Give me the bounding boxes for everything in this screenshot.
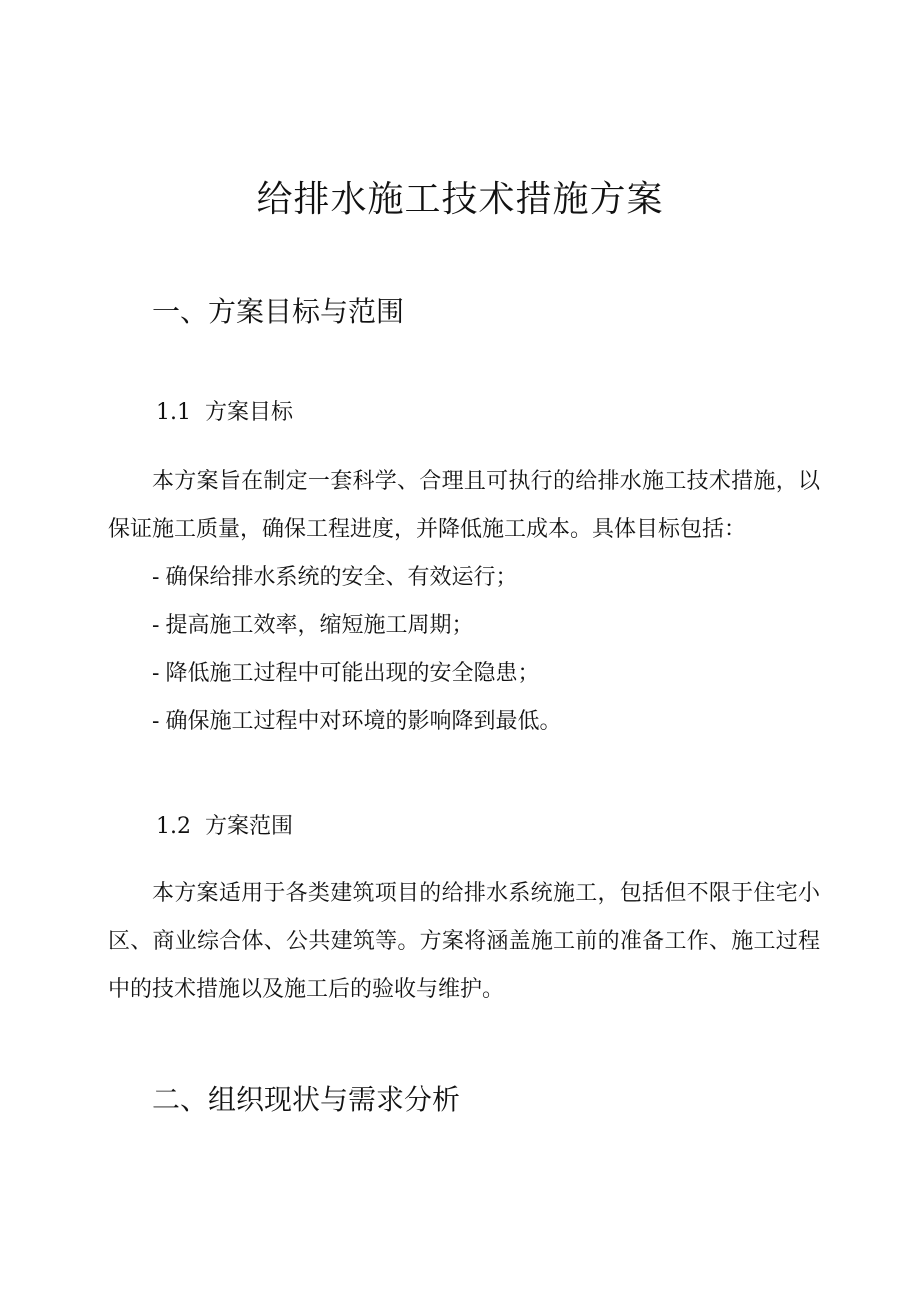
bullet-marker: - xyxy=(152,613,160,638)
paragraph-scope: 本方案适用于各类建筑项目的给排水系统施工，包括但不限于住宅小区、商业综合体、公共建筑等。方案将涵盖施工前的准备工作、施工过程中的技术措施以及施工后的验收与维护。 xyxy=(108,881,820,1002)
subsection-title: 方案范围 xyxy=(205,814,294,839)
list-item-text: 确保给排水系统的安全、有效运行； xyxy=(165,565,518,590)
subsection-title: 方案目标 xyxy=(205,400,294,425)
list-item-text: 降低施工过程中可能出现的安全隐患； xyxy=(165,661,540,686)
section-heading-2: 二、组织现状与需求分析 xyxy=(152,1083,461,1116)
bullet-marker: - xyxy=(152,709,160,734)
list-item xyxy=(152,658,539,690)
subsection-number: 1.1 xyxy=(156,400,191,425)
bullet-marker: - xyxy=(152,565,160,590)
bullet-marker: - xyxy=(152,661,160,686)
subsection-heading-1-2 xyxy=(156,811,293,843)
list-item xyxy=(152,610,473,642)
document-title: 给排水施工技术措施方案 xyxy=(256,179,664,220)
section-heading-1: 一、方案目标与范围 xyxy=(152,295,405,328)
subsection-number: 1.2 xyxy=(156,814,191,839)
list-item-text: 提高施工效率，缩短施工周期； xyxy=(165,613,474,638)
subsection-heading-1-1 xyxy=(156,397,293,429)
list-item-text: 确保施工过程中对环境的影响降到最低。 xyxy=(165,709,562,734)
list-item xyxy=(152,706,561,738)
paragraph-goal: 本方案旨在制定一套科学、合理且可执行的给排水施工技术措施，以保证施工质量，确保工程进度，并降低施工成本。具体目标包括： xyxy=(108,469,820,542)
list-item xyxy=(152,562,517,594)
